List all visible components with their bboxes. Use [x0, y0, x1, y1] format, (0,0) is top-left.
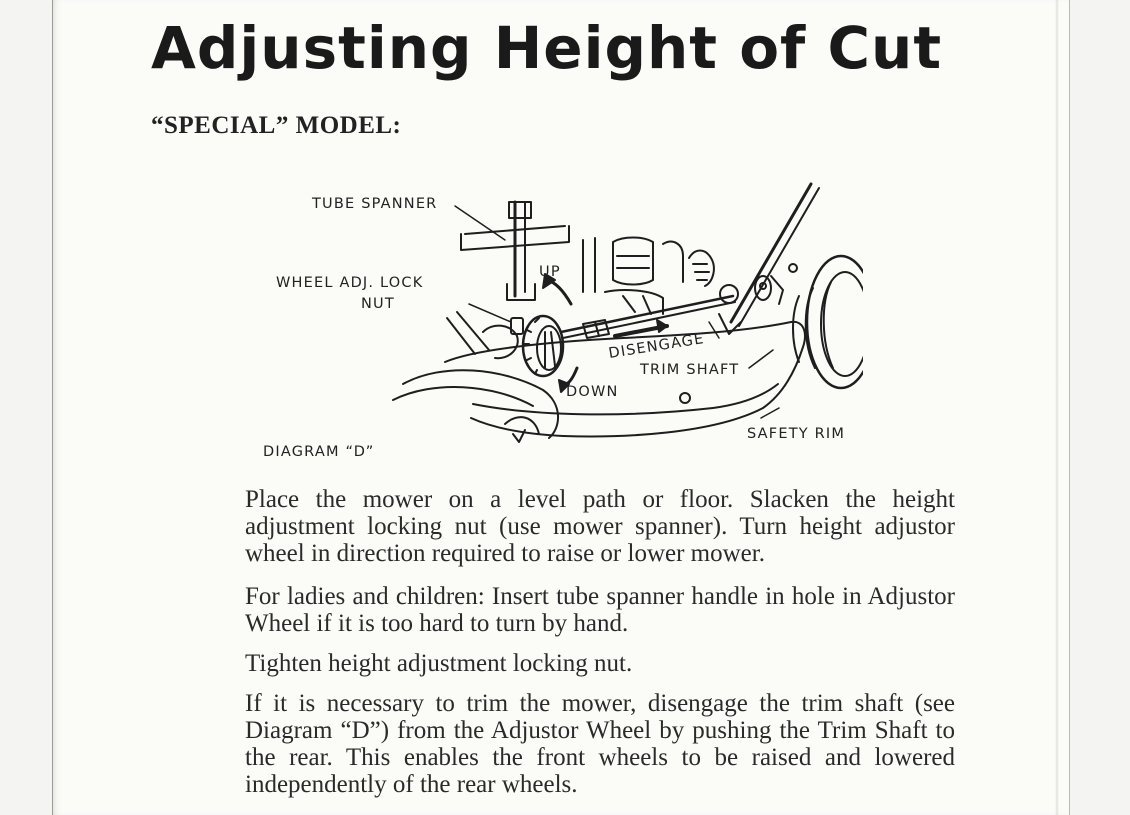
label-safety-rim: SAFETY RIM	[747, 426, 846, 442]
page-edge-shadow	[1055, 0, 1059, 815]
label-nut: NUT	[361, 296, 395, 312]
label-tube-spanner: TUBE SPANNER	[312, 196, 438, 212]
label-trim-shaft: TRIM SHAFT	[640, 362, 740, 378]
instruction-paragraph: Place the mower on a level path or floor. Slacken the height adjustment locking nut (use mower spanner). Turn height adjustor wheel in direction required to raise or lower mower.	[245, 486, 955, 567]
diagram-caption: DIAGRAM “D”	[263, 444, 375, 460]
manual-page	[52, 0, 1070, 815]
instruction-paragraph: If it is necessary to trim the mower, disengage the trim shaft (see Diagram “D”) from the Adjustor Wheel by pushing the Trim Shaft to the rear. This enables the front wheels to be raised and lowered independently of the rear wheels.	[245, 690, 955, 798]
instruction-paragraph: For ladies and children: Insert tube spanner handle in hole in Adjustor Wheel if it is too hard to turn by hand.	[245, 583, 955, 637]
mower-diagram	[243, 172, 863, 472]
instruction-paragraph: Tighten height adjustment locking nut.	[245, 650, 633, 677]
label-wheel-adj-lock: WHEEL ADJ. LOCK	[276, 275, 424, 291]
label-disengage: DISENGAGE	[607, 331, 706, 362]
model-subtitle: “SPECIAL” MODEL:	[151, 112, 402, 139]
page-title: Adjusting Height of Cut	[151, 14, 943, 82]
label-up: UP	[539, 264, 561, 280]
label-down: DOWN	[566, 384, 619, 400]
